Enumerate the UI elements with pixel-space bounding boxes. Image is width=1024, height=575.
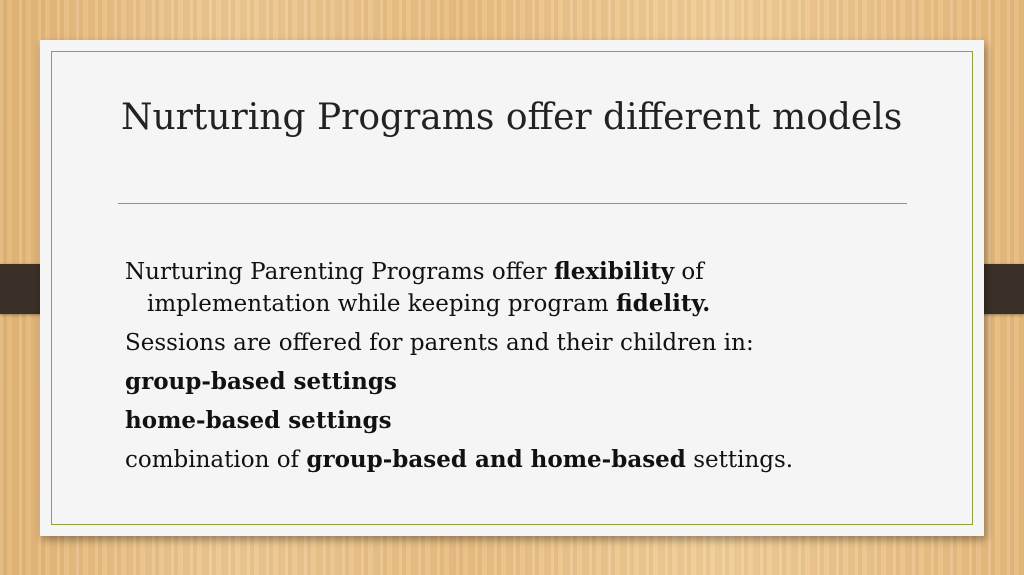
text-run: Nurturing Parenting Programs offer <box>125 259 554 285</box>
bold-home-based: home-based settings <box>125 407 392 434</box>
text-run: combination of <box>125 447 307 473</box>
body-paragraph-home-based <box>125 405 885 437</box>
body-paragraph-combination <box>125 444 885 476</box>
body-paragraph-sessions: Sessions are offered for parents and their children in: <box>125 330 754 356</box>
body-paragraph-flexibility <box>125 256 885 320</box>
bold-fidelity: fidelity. <box>615 290 711 317</box>
bold-combination: group-based and home-based <box>306 446 686 473</box>
title-divider <box>118 203 907 204</box>
bold-group-based: group-based settings <box>125 368 397 395</box>
slide-title: Nurturing Programs offer different models <box>121 97 903 138</box>
text-run: settings. <box>685 447 794 473</box>
slide-card <box>40 40 984 536</box>
slide-body <box>125 256 885 476</box>
text-run: of implementation while keeping program <box>147 259 704 317</box>
body-paragraph-group-based <box>125 366 885 398</box>
bold-flexibility: flexibility <box>553 258 675 285</box>
